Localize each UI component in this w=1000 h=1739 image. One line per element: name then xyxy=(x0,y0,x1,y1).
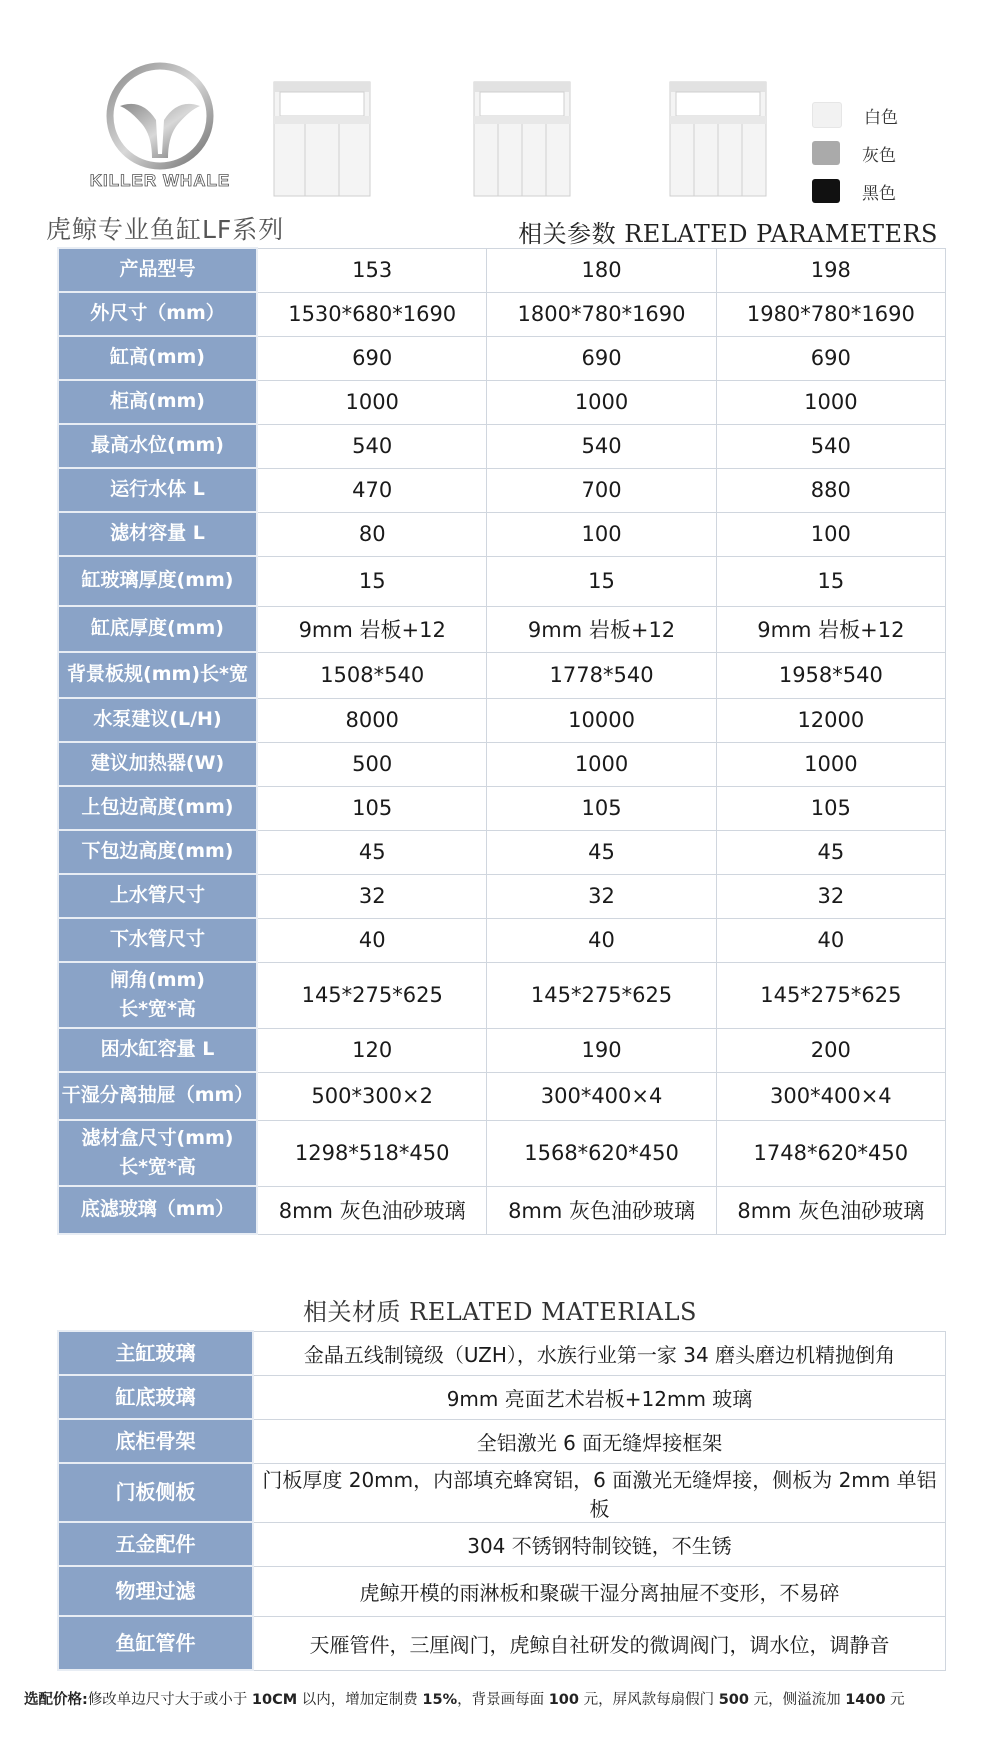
params-title: 相关参数 RELATED PARAMETERS xyxy=(518,220,938,248)
param-label-text: 闸角(mm) xyxy=(110,968,205,991)
material-value: 虎鲸开模的雨淋板和聚碳干湿分离抽屉不变形，不易碎 xyxy=(253,1566,946,1616)
param-row xyxy=(58,742,946,786)
material-value: 9mm 亮面艺术岩板+12mm 玻璃 xyxy=(253,1375,946,1419)
param-value: 1778*540 xyxy=(487,652,716,698)
param-label xyxy=(58,606,257,652)
material-row xyxy=(58,1419,946,1463)
param-value: 540 xyxy=(487,424,716,468)
param-row xyxy=(58,424,946,468)
param-row xyxy=(58,1120,946,1186)
param-label-text: 缸高(mm) xyxy=(110,346,205,369)
param-label xyxy=(58,698,257,742)
param-value: 105 xyxy=(257,786,487,830)
footer-text: 15% xyxy=(422,1692,458,1708)
cabinet-image-198 xyxy=(668,80,768,198)
param-label xyxy=(58,248,257,292)
param-label xyxy=(58,1120,257,1186)
param-value: 153 xyxy=(257,248,487,292)
param-label-text: 最高水位(mm) xyxy=(91,434,224,457)
param-value: 1000 xyxy=(716,380,945,424)
param-label xyxy=(58,512,257,556)
param-value: 190 xyxy=(487,1028,716,1072)
param-value: 15 xyxy=(487,556,716,606)
param-value: 120 xyxy=(257,1028,487,1072)
param-value: 9mm 岩板+12 xyxy=(257,606,487,652)
param-row xyxy=(58,1028,946,1072)
param-label xyxy=(58,1186,257,1234)
param-row xyxy=(58,698,946,742)
material-label: 底柜骨架 xyxy=(58,1419,253,1463)
gray-swatch xyxy=(812,141,840,165)
footer-text: 以内，增加定制费 xyxy=(297,1692,423,1708)
param-value: 80 xyxy=(257,512,487,556)
param-label-text: 干湿分离抽屉（mm） xyxy=(61,1084,254,1107)
svg-text:KILLER WHALE: KILLER WHALE xyxy=(89,171,231,190)
footer-text: 元 xyxy=(885,1692,905,1708)
color-option-gray xyxy=(812,134,932,172)
cabinet-image-153 xyxy=(272,80,372,198)
black-swatch xyxy=(812,179,840,203)
material-row xyxy=(58,1375,946,1419)
material-label: 五金配件 xyxy=(58,1522,253,1566)
param-value: 1000 xyxy=(487,380,716,424)
param-value: 15 xyxy=(716,556,945,606)
param-value: 8mm 灰色油砂玻璃 xyxy=(257,1186,487,1234)
param-value: 1530*680*1690 xyxy=(257,292,487,336)
param-value: 15 xyxy=(257,556,487,606)
series-title: 虎鲸专业鱼缸LF系列 xyxy=(46,215,285,244)
whale-tail-icon xyxy=(72,58,252,198)
param-value: 8mm 灰色油砂玻璃 xyxy=(716,1186,945,1234)
killer-whale-logo xyxy=(72,58,252,198)
param-row xyxy=(58,512,946,556)
param-value: 32 xyxy=(257,874,487,918)
param-value: 1800*780*1690 xyxy=(487,292,716,336)
param-value: 1000 xyxy=(716,742,945,786)
param-value: 700 xyxy=(487,468,716,512)
param-value: 200 xyxy=(716,1028,945,1072)
param-row xyxy=(58,336,946,380)
param-label-text: 缸底厚度(mm) xyxy=(91,617,224,640)
param-value: 45 xyxy=(716,830,945,874)
param-label xyxy=(58,380,257,424)
param-label-text: 水泵建议(L/H) xyxy=(93,708,222,731)
footer-text: 选配价格: xyxy=(24,1692,88,1708)
param-value: 880 xyxy=(716,468,945,512)
param-label-text: 滤材容量 L xyxy=(110,522,205,545)
param-label xyxy=(58,292,257,336)
param-label xyxy=(58,652,257,698)
color-option-white xyxy=(812,96,932,134)
param-value: 300*400×4 xyxy=(716,1072,945,1120)
param-value: 300*400×4 xyxy=(487,1072,716,1120)
param-value: 540 xyxy=(257,424,487,468)
param-value: 1508*540 xyxy=(257,652,487,698)
footer-text: 元，屏风款每扇假门 xyxy=(579,1692,719,1708)
param-label-text: 外尺寸（mm） xyxy=(90,302,225,325)
param-row xyxy=(58,248,946,292)
param-label-text: 滤材盒尺寸(mm) xyxy=(81,1126,234,1149)
param-row xyxy=(58,468,946,512)
param-label xyxy=(58,918,257,962)
param-label-text: 困水缸容量 L xyxy=(100,1038,215,1061)
param-row xyxy=(58,874,946,918)
material-row xyxy=(58,1616,946,1670)
param-value: 1980*780*1690 xyxy=(716,292,945,336)
material-row xyxy=(58,1463,946,1522)
param-value: 690 xyxy=(716,336,945,380)
param-label-text: 缸玻璃厚度(mm) xyxy=(81,569,234,592)
param-value: 32 xyxy=(716,874,945,918)
param-value: 9mm 岩板+12 xyxy=(487,606,716,652)
color-option-black xyxy=(812,172,932,210)
material-value: 304 不锈钢特制铰链，不生锈 xyxy=(253,1522,946,1566)
param-label-subtext: 长*宽*高 xyxy=(119,1156,196,1178)
footer-text: 元，侧溢流加 xyxy=(749,1692,846,1708)
param-row xyxy=(58,292,946,336)
param-value: 1000 xyxy=(257,380,487,424)
param-value: 100 xyxy=(716,512,945,556)
param-value: 690 xyxy=(487,336,716,380)
param-value: 45 xyxy=(487,830,716,874)
param-value: 40 xyxy=(257,918,487,962)
param-label xyxy=(58,874,257,918)
param-row xyxy=(58,1186,946,1234)
footer-text: 修改单边尺寸大于或小于 xyxy=(87,1692,252,1708)
color-options xyxy=(812,96,932,210)
material-row xyxy=(58,1522,946,1566)
param-label-text: 下包边高度(mm) xyxy=(81,840,234,863)
material-value: 天雁管件，三厘阀门，虎鲸自社研发的微调阀门，调水位，调静音 xyxy=(253,1616,946,1670)
param-value: 9mm 岩板+12 xyxy=(716,606,945,652)
param-value: 1000 xyxy=(487,742,716,786)
parameters-table xyxy=(57,247,946,1235)
param-label xyxy=(58,830,257,874)
param-label-text: 运行水体 L xyxy=(110,478,205,501)
cabinet-image-180 xyxy=(472,80,572,198)
param-value: 12000 xyxy=(716,698,945,742)
param-value: 32 xyxy=(487,874,716,918)
footer-text: 10CM xyxy=(251,1692,298,1708)
param-label xyxy=(58,1028,257,1072)
param-label xyxy=(58,424,257,468)
param-label xyxy=(58,1072,257,1120)
material-label: 主缸玻璃 xyxy=(58,1331,253,1375)
param-value: 105 xyxy=(487,786,716,830)
footer-text: 100 xyxy=(548,1692,579,1708)
material-value: 门板厚度 20mm，内部填充蜂窝铝，6 面激光无缝焊接，侧板为 2mm 单铝板 xyxy=(253,1463,946,1522)
material-label: 门板侧板 xyxy=(58,1463,253,1522)
material-value: 全铝激光 6 面无缝焊接框架 xyxy=(253,1419,946,1463)
param-value: 690 xyxy=(257,336,487,380)
param-value: 45 xyxy=(257,830,487,874)
param-row xyxy=(58,556,946,606)
param-value: 500*300×2 xyxy=(257,1072,487,1120)
param-value: 100 xyxy=(487,512,716,556)
param-value: 1298*518*450 xyxy=(257,1120,487,1186)
param-row xyxy=(58,652,946,698)
material-value: 金晶五线制镜级（UZH），水族行业第一家 34 磨头磨边机精抛倒角 xyxy=(253,1331,946,1375)
param-value: 540 xyxy=(716,424,945,468)
param-label-text: 柜高(mm) xyxy=(110,390,205,413)
param-label-text: 底滤玻璃（mm） xyxy=(80,1198,235,1221)
param-value: 8mm 灰色油砂玻璃 xyxy=(487,1186,716,1234)
param-label-text: 背景板规(mm)长*宽 xyxy=(67,663,248,686)
param-row xyxy=(58,918,946,962)
param-label-text: 下水管尺寸 xyxy=(109,928,205,951)
param-label xyxy=(58,336,257,380)
materials-table xyxy=(57,1330,946,1671)
param-label xyxy=(58,786,257,830)
param-row xyxy=(58,786,946,830)
white-swatch xyxy=(812,102,842,128)
param-label xyxy=(58,742,257,786)
param-label xyxy=(58,962,257,1028)
footer-text: ，背景画每面 xyxy=(457,1692,549,1708)
param-label-text: 上包边高度(mm) xyxy=(81,796,234,819)
param-value: 1748*620*450 xyxy=(716,1120,945,1186)
color-label: 灰色 xyxy=(862,145,896,166)
param-value: 180 xyxy=(487,248,716,292)
footer-text: 500 xyxy=(718,1692,749,1708)
param-value: 1958*540 xyxy=(716,652,945,698)
param-label-subtext: 长*宽*高 xyxy=(119,998,196,1020)
param-label-text: 建议加热器(W) xyxy=(90,752,225,775)
param-label xyxy=(58,556,257,606)
param-value: 105 xyxy=(716,786,945,830)
option-pricing-note xyxy=(24,1688,984,1709)
param-value: 10000 xyxy=(487,698,716,742)
param-row xyxy=(58,1072,946,1120)
param-row xyxy=(58,606,946,652)
material-row xyxy=(58,1566,946,1616)
material-label: 鱼缸管件 xyxy=(58,1616,253,1670)
color-label: 黑色 xyxy=(862,183,896,204)
param-row xyxy=(58,830,946,874)
param-value: 145*275*625 xyxy=(257,962,487,1028)
param-value: 470 xyxy=(257,468,487,512)
param-row xyxy=(58,380,946,424)
param-value: 8000 xyxy=(257,698,487,742)
param-label-text: 产品型号 xyxy=(119,258,196,281)
param-value: 145*275*625 xyxy=(487,962,716,1028)
param-label-text: 上水管尺寸 xyxy=(109,884,205,907)
param-value: 145*275*625 xyxy=(716,962,945,1028)
param-label xyxy=(58,468,257,512)
material-label: 物理过滤 xyxy=(58,1566,253,1616)
param-value: 1568*620*450 xyxy=(487,1120,716,1186)
material-label: 缸底玻璃 xyxy=(58,1375,253,1419)
param-value: 40 xyxy=(716,918,945,962)
footer-text: 1400 xyxy=(845,1692,886,1708)
param-row xyxy=(58,962,946,1028)
param-value: 500 xyxy=(257,742,487,786)
param-value: 40 xyxy=(487,918,716,962)
material-row xyxy=(58,1331,946,1375)
color-label: 白色 xyxy=(864,107,898,128)
param-value: 198 xyxy=(716,248,945,292)
materials-title: 相关材质 RELATED MATERIALS xyxy=(303,1298,697,1326)
